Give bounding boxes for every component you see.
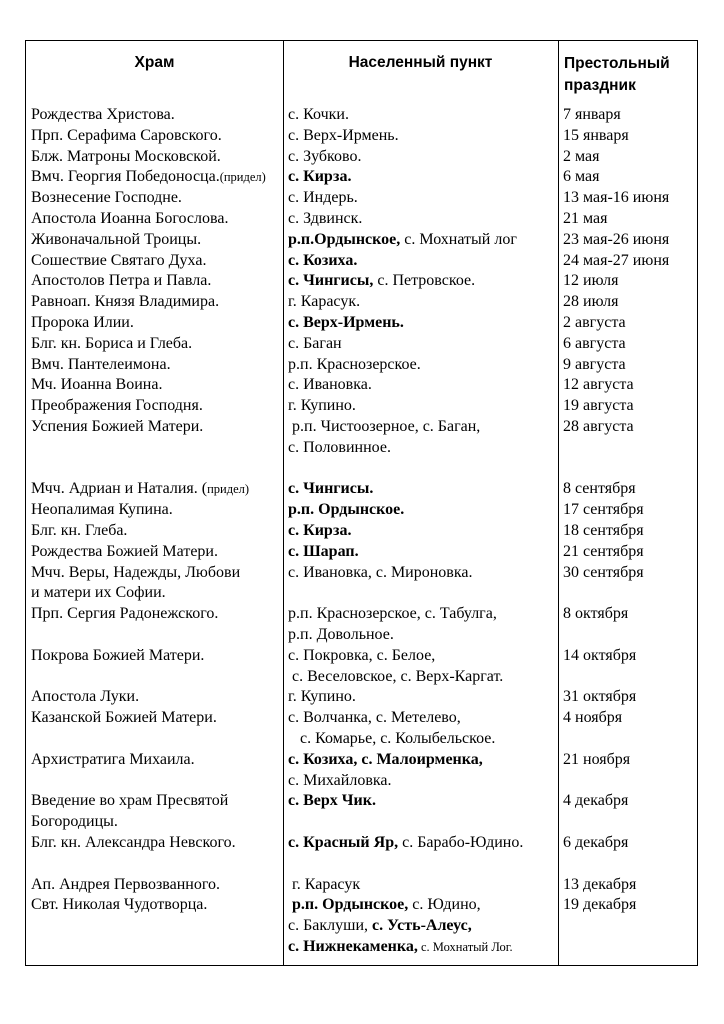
settlement: [288, 833, 523, 854]
settlement-part: с. Кирза.: [288, 168, 352, 186]
temple-name: [31, 251, 206, 272]
settlement: [288, 521, 351, 542]
feast-date: 31 октября: [563, 688, 637, 706]
temple-name: [31, 396, 203, 417]
feast-date: 14 октября: [563, 646, 637, 664]
settlement: [288, 251, 357, 272]
settlement: [288, 479, 373, 500]
settlement-part: с. Ивановка.: [288, 376, 372, 394]
chapel-note: (придел): [219, 170, 266, 185]
feast-date: 2 августа: [563, 314, 626, 331]
temple-name-text: Мч. Иоанна Воина.: [31, 376, 163, 394]
settlement-part: с. Верх Чик.: [288, 792, 376, 810]
settlement-part: с. Юдино,: [408, 896, 481, 914]
settlement-part: с. Мохнатый лог: [400, 230, 517, 248]
settlement-part: с. Козиха, с. Малоирменка,: [288, 750, 483, 768]
settlement-part: с. Усть-Алеус,: [372, 917, 472, 935]
settlement: [288, 292, 360, 313]
temple-name-text: Рождества Божией Матери.: [31, 542, 218, 560]
temple-name: [31, 126, 222, 147]
temple-name-text: Прп. Серафима Саровского.: [31, 126, 222, 144]
settlement: [288, 500, 404, 521]
temple-name-text: Казанской Божией Матери.: [31, 709, 217, 727]
settlement: [288, 396, 356, 417]
feast-date: 8 сентября: [563, 480, 636, 498]
temple-name: [31, 147, 221, 168]
settlement-part: с. Волчанка, с. Метелево,: [288, 709, 461, 727]
header-settlement: Населенный пункт: [348, 54, 493, 71]
settlement: [288, 209, 362, 230]
temple-name-text: Апостола Луки.: [31, 688, 140, 706]
feast-date: 8 октября: [563, 605, 629, 623]
temple-name: [31, 167, 266, 188]
temple-name: [31, 292, 219, 313]
settlement: [288, 417, 480, 438]
temple-name: [31, 355, 171, 376]
temple-name-text: Преображения Господня.: [31, 397, 203, 415]
temple-name-text: Вмч. Георгия Победоносца.: [31, 168, 220, 186]
settlement: [288, 126, 399, 147]
settlement-part: с. Зубково.: [288, 147, 362, 165]
temple-name: [31, 895, 207, 916]
feast-date: 21 мая: [563, 210, 608, 227]
temple-name-text: Пророка Илии.: [31, 314, 134, 331]
settlement: [288, 646, 435, 667]
settlement: [288, 895, 481, 916]
settlement: [288, 687, 356, 708]
header-temple: Храм: [134, 54, 175, 71]
feast-date: 4 ноября: [563, 709, 623, 727]
settlement-part: с. Нижнекаменка,: [288, 938, 418, 955]
feast-date: 4 декабря: [563, 792, 629, 810]
temple-name: [31, 708, 217, 729]
settlement-part: с. Индерь.: [288, 189, 358, 207]
temple-name: [31, 417, 203, 438]
settlement: [288, 334, 342, 355]
settlement-part: с. Баклуши,: [288, 917, 373, 935]
settlement-part: р.п. Довольное.: [288, 626, 394, 643]
temple-name-text: Сошествие Святаго Духа.: [31, 251, 207, 269]
settlement-part: с. Ивановка, с. Мироновка.: [288, 563, 473, 581]
feast-date: 9 августа: [563, 355, 626, 373]
temple-name: [31, 563, 240, 584]
feast-date: 12 августа: [563, 376, 634, 394]
feast-date: 23 мая-26 июня: [563, 230, 670, 248]
settlement-part: р.п. Чистоозерное, с. Баган,: [288, 418, 481, 435]
temple-name-text: Богородицы.: [31, 813, 118, 831]
temple-name: [31, 230, 201, 251]
temple-name: [31, 646, 204, 667]
feast-date: 24 мая-27 июня: [563, 251, 670, 269]
temple-name: [31, 833, 236, 854]
temple-name-text: Вознесение Господне.: [31, 189, 182, 207]
settlement-part: р.п. Ордынское.: [288, 501, 405, 519]
feast-date: 13 мая-16 июня: [563, 189, 670, 207]
temple-name: [31, 209, 228, 230]
settlement-part: с. Чингисы,: [288, 272, 374, 290]
settlement-part: г. Карасук.: [288, 293, 361, 311]
temple-name: [31, 875, 220, 896]
temple-name-text: Неопалимая Купина.: [31, 501, 173, 519]
feast-date: 6 декабря: [563, 834, 629, 851]
temple-name-text: Мчч. Адриан и Наталия. (: [31, 480, 208, 498]
feast-date: 21 сентября: [563, 542, 644, 560]
temple-name: [31, 188, 182, 209]
header-feast: [564, 53, 699, 97]
settlement-part: с. Мохнатый Лог.: [417, 940, 513, 954]
temple-name-text: Блг. кн. Александра Невского.: [31, 834, 236, 851]
temple-name: [31, 687, 139, 708]
settlement-part: с. Красный Яр,: [288, 834, 399, 851]
settlement: [288, 604, 497, 625]
temple-name-text: Мчч. Веры, Надежды, Любови: [31, 563, 241, 581]
settlement-part: с. Здвинск.: [288, 210, 363, 227]
temple-name-text: Покрова Божией Матери.: [31, 646, 205, 664]
feast-date: 7 января: [563, 106, 621, 123]
settlement: [288, 167, 351, 188]
temple-name: [31, 334, 192, 355]
settlement: [288, 188, 358, 209]
settlement: [288, 750, 483, 771]
settlement: [288, 771, 392, 792]
settlement-part: г. Карасук: [288, 875, 361, 893]
settlement: [288, 355, 421, 376]
feast-date: 13 декабря: [563, 875, 637, 893]
settlement: [288, 791, 376, 812]
settlement-part: с. Верх-Ирмень.: [288, 314, 404, 331]
settlement-part: с. Баган: [288, 334, 342, 352]
settlement-part: с. Кирза.: [288, 522, 352, 539]
settlement: [288, 937, 513, 958]
temple-name: [31, 812, 118, 833]
temple-name-text: Блж. Матроны Московской.: [31, 147, 221, 165]
temple-name-text: Прп. Сергия Радонежского.: [31, 605, 219, 623]
temple-name-text: Блг. кн. Бориса и Глеба.: [31, 334, 193, 352]
settlement-part: с. Шарап.: [288, 542, 359, 560]
settlement: [288, 667, 503, 688]
settlement-part: с. Половинное.: [288, 438, 391, 456]
feast-date: 19 августа: [563, 397, 634, 415]
settlement: [288, 438, 391, 459]
temple-name: [31, 500, 173, 521]
settlement-part: с. Михайловка.: [288, 771, 392, 789]
temple-name-text: Ап. Андрея Первозванного.: [31, 875, 220, 893]
temple-name-text: Апостолов Петра и Павла.: [31, 272, 212, 290]
feast-date: 19 декабря: [563, 896, 637, 914]
temple-name: [31, 542, 218, 563]
temple-name-text: Живоначальной Троицы.: [31, 230, 202, 248]
settlement: [288, 375, 372, 396]
column-divider-2: [558, 41, 559, 965]
settlement-part: с. Комарье, с. Колыбельское.: [288, 730, 496, 747]
header-feast-line-2: праздник: [564, 77, 636, 94]
chapel-note: придел): [207, 482, 250, 497]
settlement: [288, 625, 394, 646]
settlement-part: с. Покровка, с. Белое,: [288, 646, 436, 664]
temple-name-text: Введение во храм Пресвятой: [31, 792, 229, 810]
settlement: [288, 875, 360, 896]
settlement: [288, 105, 349, 126]
feast-date: 18 сентября: [563, 522, 644, 539]
temple-name-text: Успения Божией Матери.: [31, 418, 204, 435]
settlement-part: с. Кочки.: [288, 106, 349, 123]
feast-date: 12 июля: [563, 272, 619, 290]
temple-name: [31, 521, 127, 542]
temple-name: [31, 479, 249, 500]
feast-date: 6 августа: [563, 334, 626, 352]
temple-name-text: Архистратига Михаила.: [31, 750, 195, 768]
settlement: [288, 916, 472, 937]
temple-name-text: Блг. кн. Глеба.: [31, 522, 128, 539]
temple-name-text: Свт. Николая Чудотворца.: [31, 896, 208, 914]
temple-name-text: Апостола Иоанна Богослова.: [31, 210, 229, 227]
temple-name: [31, 750, 195, 771]
temple-name: [31, 105, 175, 126]
feast-date: 28 августа: [563, 418, 634, 435]
temple-name-text: Равноап. Князя Владимира.: [31, 293, 220, 311]
settlement-part: с. Чингисы.: [288, 480, 374, 498]
header-feast-line-1: Престольный: [564, 55, 670, 72]
settlement: [288, 147, 361, 168]
settlement: [288, 729, 495, 750]
feast-date: 21 ноября: [563, 750, 631, 768]
settlement: [288, 271, 475, 292]
settlement-part: р.п. Ордынское,: [288, 896, 409, 914]
settlement-part: р.п. Краснозерское.: [288, 355, 421, 373]
feast-date: 15 января: [563, 126, 629, 144]
temple-name: [31, 313, 134, 334]
feast-date: 30 сентября: [563, 563, 644, 581]
settlement-part: с. Веселовское, с. Верх-Каргат.: [288, 667, 504, 685]
settlement: [288, 708, 461, 729]
temple-name: [31, 583, 166, 604]
settlement-part: с. Петровское.: [373, 272, 476, 290]
feast-table: [25, 40, 698, 966]
settlement-part: с. Верх-Ирмень.: [288, 126, 399, 144]
feast-date: 2 мая: [563, 147, 600, 165]
settlement-part: г. Купино.: [288, 688, 356, 706]
column-divider-1: [283, 41, 284, 965]
temple-name-text: и матери их Софии.: [31, 584, 166, 602]
temple-name: [31, 271, 211, 292]
feast-date: 17 сентября: [563, 501, 644, 519]
settlement-part: с. Барабо-Юдино.: [398, 834, 524, 851]
settlement-part: р.п.Ордынское,: [288, 230, 401, 248]
settlement-part: с. Козиха.: [288, 251, 358, 269]
feast-date: 28 июля: [563, 293, 619, 311]
settlement: [288, 313, 404, 334]
settlement: [288, 563, 473, 584]
settlement-part: р.п. Краснозерское, с. Табулга,: [288, 605, 497, 623]
temple-name: [31, 604, 218, 625]
settlement: [288, 542, 359, 563]
settlement-part: г. Купино.: [288, 397, 356, 415]
temple-name: [31, 375, 162, 396]
temple-name-text: Рождества Христова.: [31, 106, 175, 123]
temple-name-text: Вмч. Пантелеимона.: [31, 355, 171, 373]
settlement: [288, 230, 517, 251]
temple-name: [31, 791, 228, 812]
feast-date: 6 мая: [563, 168, 600, 186]
